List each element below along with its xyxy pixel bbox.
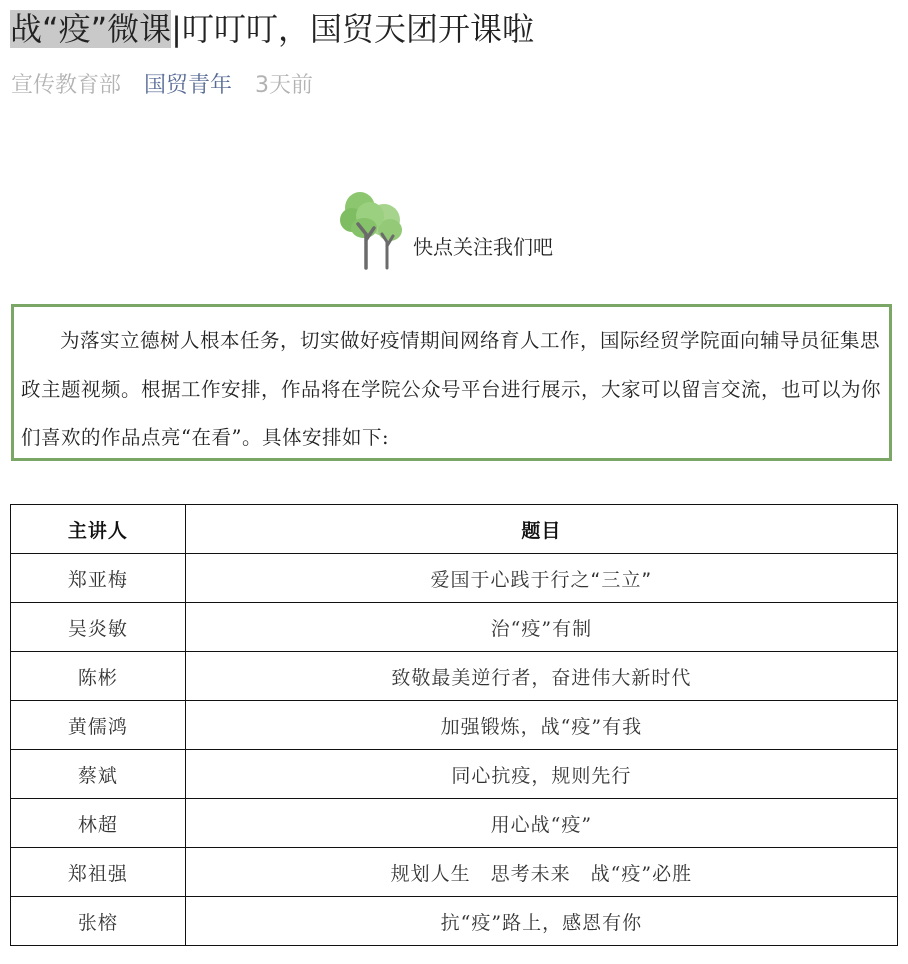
table-row <box>11 848 898 897</box>
topic-cell: 爱国于心践于行之“三立” <box>185 554 897 603</box>
speaker-cell: 林超 <box>11 799 186 848</box>
author-name: 宣传教育部 <box>11 73 122 98</box>
header-speaker: 主讲人 <box>11 505 186 554</box>
article-meta <box>11 70 313 102</box>
topic-cell: 致敬最美逆行者，奋进伟大新时代 <box>185 652 897 701</box>
speaker-cell: 吴炎敏 <box>11 603 186 652</box>
intro-paragraph: 为落实立德树人根本任务，切实做好疫情期间网络育人工作，国际经贸学院面向辅导员征集思政主题视频。根据工作安排，作品将在学院公众号平台进行展示，大家可以留言交流，也可以为你们喜欢的作品点亮“在看”。具体安排如下: <box>21 329 882 449</box>
follow-banner <box>338 184 588 274</box>
table-row <box>11 750 898 799</box>
table-row <box>11 799 898 848</box>
topic-cell: 抗“疫”路上，感恩有你 <box>185 897 897 946</box>
publish-time: 3天前 <box>255 73 314 98</box>
speaker-cell: 郑亚梅 <box>11 554 186 603</box>
topic-cell: 同心抗疫，规则先行 <box>185 750 897 799</box>
title-rest: |叮叮叮，国贸天团开课啦 <box>171 10 534 48</box>
topic-cell: 加强锻炼，战“疫”有我 <box>185 701 897 750</box>
tree-icon <box>338 184 413 274</box>
speaker-cell: 陈彬 <box>11 652 186 701</box>
table-row <box>11 652 898 701</box>
speaker-cell: 蔡斌 <box>11 750 186 799</box>
schedule-table <box>10 504 898 946</box>
table-row <box>11 554 898 603</box>
header-topic: 题目 <box>185 505 897 554</box>
table-row <box>11 897 898 946</box>
topic-cell: 规划人生 思考未来 战“疫”必胜 <box>185 848 897 897</box>
speaker-cell: 张榕 <box>11 897 186 946</box>
account-link[interactable]: 国贸青年 <box>144 73 233 98</box>
topic-cell: 用心战“疫” <box>185 799 897 848</box>
topic-cell: 治“疫”有制 <box>185 603 897 652</box>
table-row <box>11 603 898 652</box>
follow-text: 快点关注我们吧 <box>413 235 553 259</box>
speaker-cell: 郑祖强 <box>11 848 186 897</box>
article-title <box>10 6 534 52</box>
title-highlight: 战“疫”微课 <box>10 10 172 48</box>
intro-box <box>11 304 892 461</box>
speaker-cell: 黄儒鸿 <box>11 701 186 750</box>
table-row <box>11 701 898 750</box>
table-header-row <box>11 505 898 554</box>
